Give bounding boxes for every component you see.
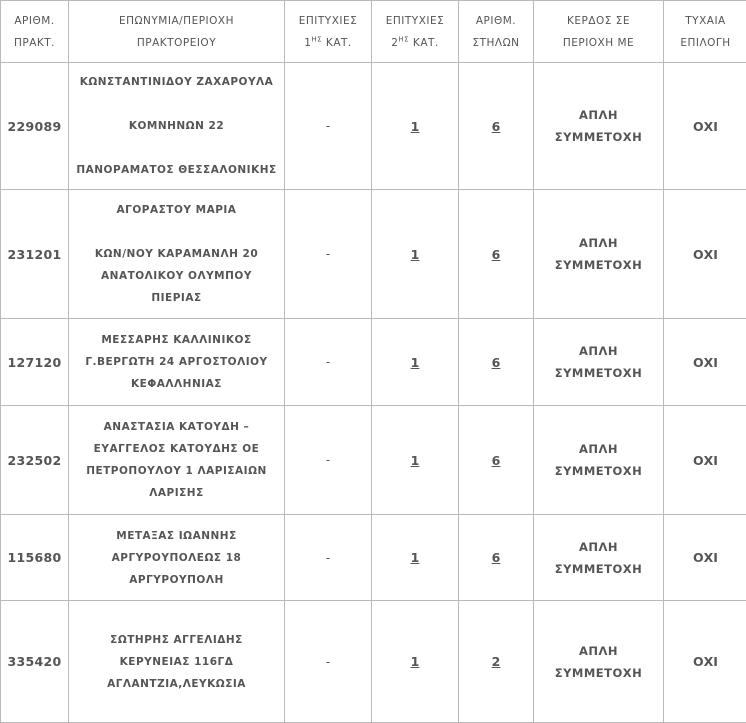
columns-count-cell — [459, 515, 534, 601]
wins-second-category-link[interactable]: 1 — [411, 355, 420, 370]
header-agent-no-line1: ΑΡΙΘΜ. — [14, 15, 54, 27]
header-wins1-num: 1 — [304, 37, 311, 49]
wins-first-category-cell: - — [285, 406, 372, 515]
prize-type-line: ΑΠΛΗ — [534, 104, 663, 126]
wins-second-category-cell — [372, 63, 459, 190]
prize-type-line: ΣΥΜΜΕΤΟΧΗ — [534, 254, 663, 276]
prize-type-line: ΣΥΜΜΕΤΟΧΗ — [534, 558, 663, 580]
name-address-line: ΠΑΝΟΡΑΜΑΤΟΣ ΘΕΣΣΑΛΟΝΙΚΗΣ — [69, 159, 284, 181]
agent-name-address-cell — [69, 601, 285, 723]
name-address-line: ΑΓΟΡΑΣΤΟΥ ΜΑΡΙΑ — [69, 199, 284, 221]
name-address-line: ΑΡΓΥΡΟΥΠΟΛΗ — [69, 569, 284, 591]
prize-type-line: ΣΥΜΜΕΤΟΧΗ — [534, 662, 663, 684]
table-body — [1, 63, 746, 723]
wins-second-category-link[interactable]: 1 — [411, 247, 420, 262]
wins-second-category-link[interactable]: 1 — [411, 453, 420, 468]
header-wins1-sup: ΗΣ — [311, 35, 322, 43]
name-address-line: ΣΩΤΗΡΗΣ ΑΓΓΕΛΙΔΗΣ — [69, 629, 284, 651]
agent-code-cell: 115680 — [1, 515, 69, 601]
header-prize-line1: ΚΕΡΔΟΣ ΣΕ — [567, 15, 630, 27]
agent-name-address-cell — [69, 406, 285, 515]
prize-type-cell — [534, 63, 664, 190]
name-address-line: ΑΓΛΑΝΤΖΙΑ,ΛΕΥΚΩΣΙΑ — [69, 673, 284, 695]
wins-second-category-cell — [372, 406, 459, 515]
columns-count-cell — [459, 63, 534, 190]
wins-first-category-cell: - — [285, 319, 372, 406]
header-agent-no — [1, 1, 69, 63]
table-row — [1, 190, 746, 319]
name-address-line: ΜΕΤΑΞΑΣ ΙΩΑΝΝΗΣ — [69, 525, 284, 547]
prize-type-line: ΑΠΛΗ — [534, 536, 663, 558]
wins-second-category-cell — [372, 515, 459, 601]
table-row — [1, 601, 746, 723]
random-pick-cell: ΟΧΙ — [664, 601, 746, 723]
columns-count-cell — [459, 601, 534, 723]
columns-count-cell — [459, 406, 534, 515]
prize-type-line: ΣΥΜΜΕΤΟΧΗ — [534, 362, 663, 384]
table-row — [1, 515, 746, 601]
header-random-line2: ΕΠΙΛΟΓΗ — [680, 37, 730, 49]
header-columns-line1: ΑΡΙΘΜ. — [476, 15, 516, 27]
agent-code-cell: 335420 — [1, 601, 69, 723]
name-address-line: ΛΑΡΙΣΗΣ — [69, 482, 284, 504]
columns-count-link[interactable]: 6 — [492, 247, 501, 262]
table-header — [1, 1, 746, 63]
name-line-spacer — [69, 221, 284, 243]
header-wins2-top: ΕΠΙΤΥΧΙΕΣ — [386, 15, 445, 27]
columns-count-link[interactable]: 6 — [492, 355, 501, 370]
wins-first-category-cell: - — [285, 601, 372, 723]
wins-first-category-cell: - — [285, 190, 372, 319]
name-line-spacer — [69, 93, 284, 115]
wins-first-category-cell: - — [285, 63, 372, 190]
name-address-line: ΚΩΝ/ΝΟΥ ΚΑΡΑΜΑΝΛΗ 20 — [69, 243, 284, 265]
wins-second-category-cell — [372, 601, 459, 723]
prize-type-line: ΑΠΛΗ — [534, 340, 663, 362]
name-address-line: ΜΕΣΣΑΡΗΣ ΚΑΛΛΙΝΙΚΟΣ — [69, 329, 284, 351]
columns-count-cell — [459, 190, 534, 319]
columns-count-link[interactable]: 6 — [492, 453, 501, 468]
name-address-line: ΑΝΑΤΟΛΙΚΟΥ ΟΛΥΜΠΟΥ — [69, 265, 284, 287]
prize-type-line: ΣΥΜΜΕΤΟΧΗ — [534, 126, 663, 148]
header-wins1-top: ΕΠΙΤΥΧΙΕΣ — [299, 15, 358, 27]
table-row — [1, 319, 746, 406]
header-columns-line2: ΣΤΗΛΩΝ — [472, 37, 519, 49]
agent-name-address-cell — [69, 319, 285, 406]
agent-code-cell: 127120 — [1, 319, 69, 406]
name-address-line: ΑΡΓΥΡΟΥΠΟΛΕΩΣ 18 — [69, 547, 284, 569]
header-random-pick — [664, 1, 746, 63]
header-agent-name — [69, 1, 285, 63]
header-wins2-rest: ΚΑΤ. — [409, 37, 439, 49]
prize-type-line: ΣΥΜΜΕΤΟΧΗ — [534, 460, 663, 482]
name-address-line: ΚΕΡΥΝΕΙΑΣ 116ΓΔ — [69, 651, 284, 673]
wins-second-category-cell — [372, 319, 459, 406]
header-row — [1, 1, 746, 63]
random-pick-cell: ΟΧΙ — [664, 406, 746, 515]
header-prize-type — [534, 1, 664, 63]
name-line-spacer — [69, 137, 284, 159]
name-address-line: ΚΩΝΣΤΑΝΤΙΝΙΔΟΥ ΖΑΧΑΡΟΥΛΑ — [69, 71, 284, 93]
name-address-line: ΑΝΑΣΤΑΣΙΑ ΚΑΤΟΥΔΗ – — [69, 416, 284, 438]
name-address-line: ΚΟΜΝΗΝΩΝ 22 — [69, 115, 284, 137]
random-pick-cell: ΟΧΙ — [664, 190, 746, 319]
columns-count-link[interactable]: 6 — [492, 550, 501, 565]
agent-name-address-cell — [69, 190, 285, 319]
agent-code-cell: 231201 — [1, 190, 69, 319]
name-address-line: ΠΙΕΡΙΑΣ — [69, 287, 284, 309]
header-wins2-sup: ΗΣ — [398, 35, 409, 43]
random-pick-cell: ΟΧΙ — [664, 319, 746, 406]
header-wins-second-category — [372, 1, 459, 63]
prize-type-line: ΑΠΛΗ — [534, 438, 663, 460]
prize-type-cell — [534, 319, 664, 406]
prize-type-cell — [534, 515, 664, 601]
wins-second-category-link[interactable]: 1 — [411, 119, 420, 134]
agent-code-cell: 232502 — [1, 406, 69, 515]
prize-type-cell — [534, 190, 664, 319]
header-agent-name-line2: ΠΡΑΚΤΟΡΕΙΟΥ — [137, 37, 216, 49]
table-row — [1, 63, 746, 190]
name-address-line: ΠΕΤΡΟΠΟΥΛΟΥ 1 ΛΑΡΙΣΑΙΩΝ — [69, 460, 284, 482]
prize-type-line: ΑΠΛΗ — [534, 232, 663, 254]
agent-code-cell: 229089 — [1, 63, 69, 190]
header-wins-first-category — [285, 1, 372, 63]
header-wins1-rest: ΚΑΤ. — [322, 37, 352, 49]
random-pick-cell: ΟΧΙ — [664, 515, 746, 601]
header-wins2-num: 2 — [391, 37, 398, 49]
name-address-line: ΕΥΑΓΓΕΛΟΣ ΚΑΤΟΥΔΗΣ ΟΕ — [69, 438, 284, 460]
header-columns-count — [459, 1, 534, 63]
header-agent-no-line2: ΠΡΑΚΤ. — [14, 37, 55, 49]
name-address-line: Γ.ΒΕΡΓΩΤΗ 24 ΑΡΓΟΣΤΟΛΙΟΥ — [69, 351, 284, 373]
wins-second-category-link[interactable]: 1 — [411, 654, 420, 669]
header-agent-name-line1: ΕΠΩΝΥΜΙΑ/ΠΕΡΙΟΧΗ — [119, 15, 234, 27]
agent-name-address-cell — [69, 515, 285, 601]
prize-type-line: ΑΠΛΗ — [534, 640, 663, 662]
prize-type-cell — [534, 406, 664, 515]
wins-first-category-cell: - — [285, 515, 372, 601]
agent-name-address-cell — [69, 63, 285, 190]
table-row — [1, 406, 746, 515]
name-address-line: ΚΕΦΑΛΛΗΝΙΑΣ — [69, 373, 284, 395]
header-random-line1: ΤΥΧΑΙΑ — [685, 15, 725, 27]
columns-count-link[interactable]: 6 — [492, 119, 501, 134]
columns-count-link[interactable]: 2 — [492, 654, 501, 669]
wins-second-category-cell — [372, 190, 459, 319]
header-prize-line2: ΠΕΡΙΟΧΗ ΜΕ — [563, 37, 634, 49]
random-pick-cell: ΟΧΙ — [664, 63, 746, 190]
wins-second-category-link[interactable]: 1 — [411, 550, 420, 565]
columns-count-cell — [459, 319, 534, 406]
prize-type-cell — [534, 601, 664, 723]
